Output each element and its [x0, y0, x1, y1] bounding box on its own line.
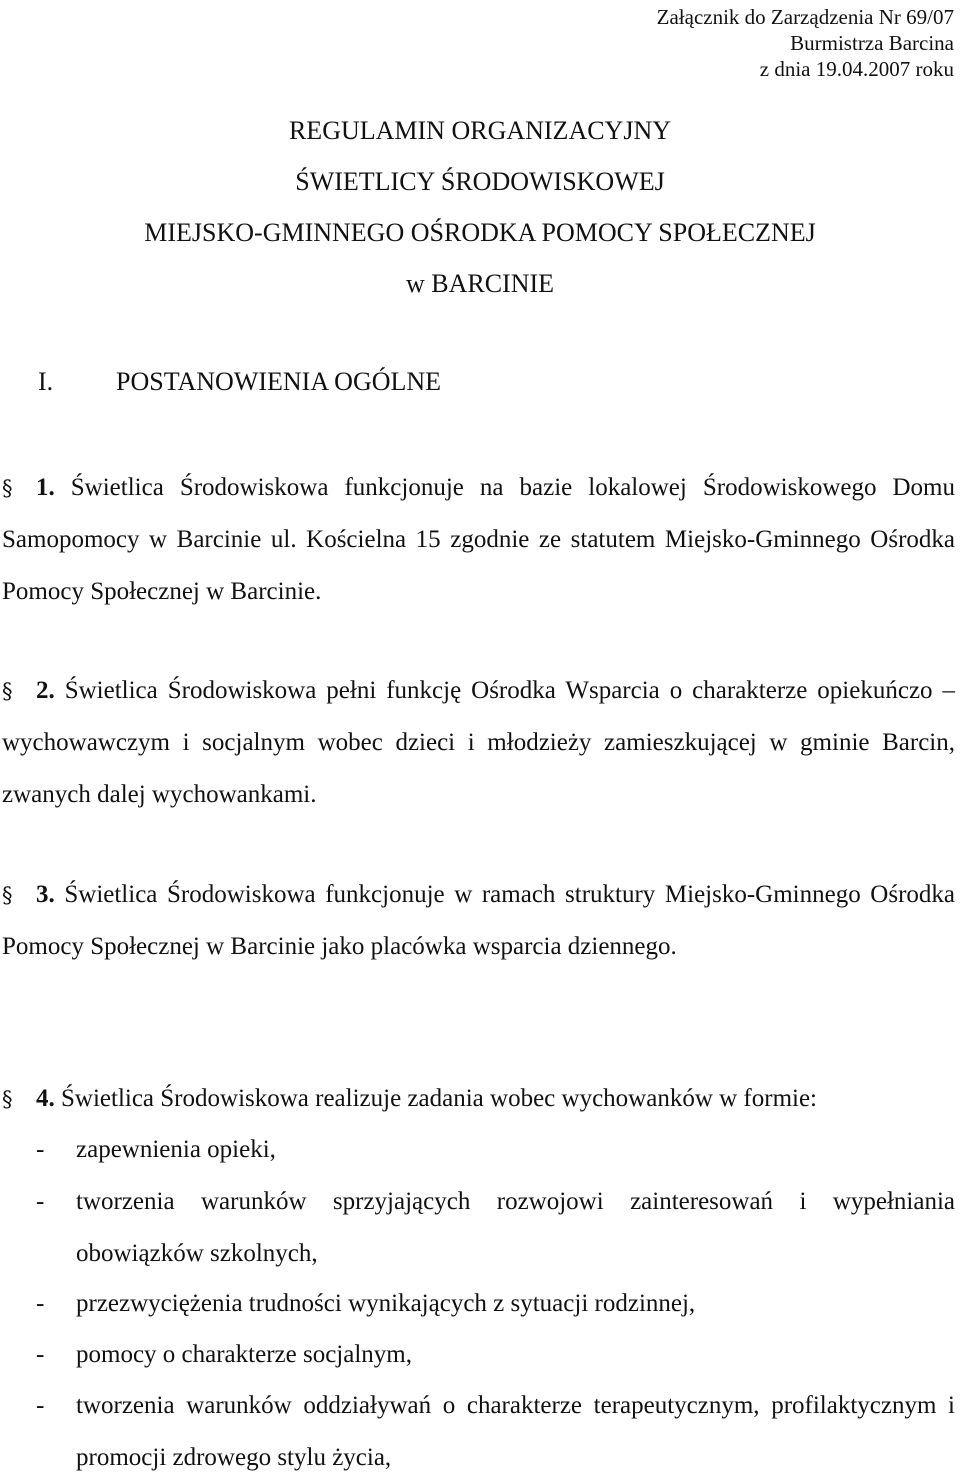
list-item	[0, 1278, 955, 1330]
section-sign-icon: §	[2, 679, 13, 703]
list-item-text: przezwyciężenia trudności wynikających z sytuacji rodzinnej,	[76, 1290, 696, 1317]
paragraph-2	[2, 665, 955, 821]
list-dash: -	[36, 1188, 45, 1215]
section-title: POSTANOWIENIA OGÓLNE	[116, 367, 442, 396]
paragraph-number: 3.	[36, 881, 55, 908]
paragraph-text: Świetlica Środowiskowa realizuje zadania wobec wychowanków w formie:	[61, 1085, 818, 1112]
document-title-line-3: MIEJSKO-GMINNEGO OŚRODKA POMOCY SPOŁECZNEJ	[144, 218, 816, 247]
section-number: I.	[38, 367, 54, 396]
section-sign-icon: §	[2, 1087, 13, 1111]
list-item	[0, 1380, 955, 1484]
attachment-line: Załącznik do Zarządzenia Nr 69/07	[656, 5, 954, 29]
paragraph-text: Świetlica Środowiskowa pełni funkcję Ośrodka Wsparcia o charakterze opiekuńczo – wychowawczym i socjalnym wobec dzieci i młodzieży zamieszkującej w gminie Barcin, zwanych dalej wychowankami.	[2, 677, 956, 808]
list-dash: -	[36, 1136, 45, 1163]
paragraph-4	[2, 1073, 955, 1125]
section-sign-icon: §	[2, 476, 13, 500]
attachment-note	[657, 4, 954, 82]
list-dash: -	[36, 1290, 45, 1317]
list-item	[0, 1124, 955, 1176]
list-item	[0, 1176, 955, 1280]
attachment-line: Burmistrza Barcina	[790, 31, 954, 55]
paragraph-number: 2.	[36, 677, 55, 704]
document-title-line-2: ŚWIETLICY ŚRODOWISKOWEJ	[295, 167, 665, 196]
paragraph-1	[2, 462, 955, 618]
paragraph-text: Świetlica Środowiskowa funkcjonuje w ramach struktury Miejsko-Gminnego Ośrodka Pomocy Społecznej w Barcinie jako placówka wsparcia dziennego.	[2, 881, 956, 960]
list-item-text: zapewnienia opieki,	[76, 1136, 276, 1163]
paragraph-text: Świetlica Środowiskowa funkcjonuje na bazie lokalowej Środowiskowego Domu Samopomocy w Barcinie ul. Kościelna 15 zgodnie ze statutem Miejsko-Gminnego Ośrodka Pomocy Społecznej w Barcinie.	[2, 474, 956, 605]
section-heading	[38, 367, 441, 397]
list-item	[0, 1329, 955, 1381]
list-dash: -	[36, 1392, 45, 1419]
paragraph-3	[2, 869, 955, 973]
attachment-line: z dnia 19.04.2007 roku	[759, 57, 954, 81]
paragraph-number: 4.	[36, 1085, 55, 1112]
document-title-line-4: w BARCINIE	[405, 269, 555, 298]
paragraph-number: 1.	[36, 474, 55, 501]
list-item-text: tworzenia warunków oddziaływań o charakterze terapeutycznym, profilaktycznym i promocji zdrowego stylu życia,	[76, 1392, 955, 1471]
list-dash: -	[36, 1341, 45, 1368]
section-sign-icon: §	[2, 883, 13, 907]
list-item-text: tworzenia warunków sprzyjających rozwojowi zainteresowań i wypełniania obowiązków szkolnych,	[76, 1188, 955, 1267]
document-title-line-1: REGULAMIN ORGANIZACYJNY	[288, 116, 672, 145]
list-item-text: pomocy o charakterze socjalnym,	[76, 1341, 412, 1368]
